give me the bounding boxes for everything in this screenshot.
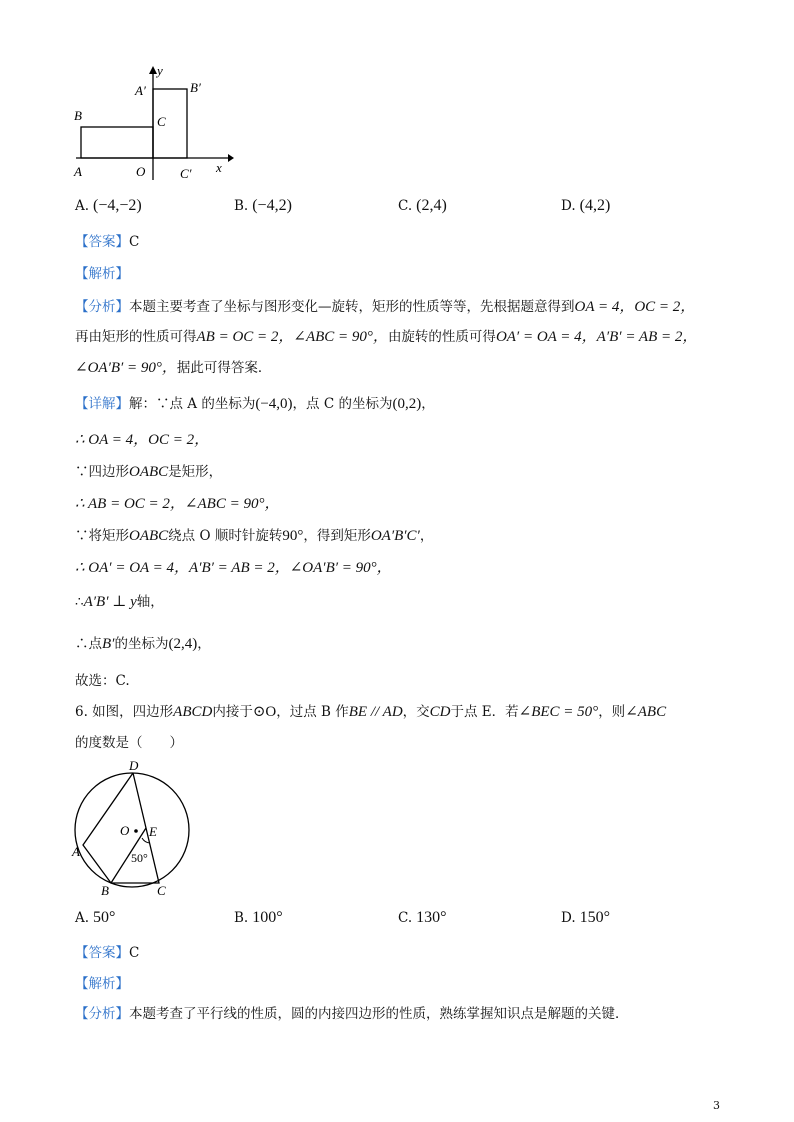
q6-analysis-tag: 【解析】 xyxy=(75,976,129,992)
rotation-figure xyxy=(68,60,238,185)
q6-option-b: B. 100° xyxy=(234,909,283,926)
circle-figure xyxy=(68,758,198,898)
q5-step-6: ∴ OA′ = OA = 4，A′B′ = AB = 2，∠OA′B′ = 90°， xyxy=(75,560,392,576)
q5-analysis-tag: 【解析】 xyxy=(75,266,129,282)
q5-step-2: ∴ OA = 4，OC = 2， xyxy=(75,432,210,448)
label-y: y xyxy=(157,63,163,78)
label-a-prime: A′ xyxy=(135,83,146,98)
fig2-angle-label: 50° xyxy=(131,851,148,865)
fig2-label-e: E xyxy=(149,824,157,839)
label-o: O xyxy=(136,164,146,179)
label-a: A xyxy=(74,164,82,179)
label-c: C xyxy=(157,114,166,129)
q6-stem-line-1: 6. 如图，四边形ABCD内接于⊙O，过点 B 作BE // AD，交CD于点 E．若∠BEC = 50°，则∠ABC xyxy=(75,704,667,720)
q6-option-d: D. 150° xyxy=(561,909,611,926)
q5-option-a: A. (−4,−2) xyxy=(75,197,142,214)
label-x: x xyxy=(216,160,222,175)
q5-step-7: ∴A′B′ ⊥ y轴， xyxy=(75,594,164,610)
fig2-label-c: C xyxy=(157,883,166,898)
q5-option-c: C. (2,4) xyxy=(398,197,447,214)
fig2-label-d: D xyxy=(129,758,139,773)
q5-fenxi-line-1: 【分析】本题主要考查了坐标与图形变化—旋转，矩形的性质等等，先根据题意得到OA = 4，OC = 2， xyxy=(75,299,696,315)
q5-option-b: B. (−4,2) xyxy=(234,197,292,214)
q5-step-3: ∵四边形OABC是矩形， xyxy=(75,464,223,480)
q6-fenxi: 【分析】本题考查了平行线的性质，圆的内接四边形的性质，熟练掌握知识点是解题的关键． xyxy=(75,1006,629,1022)
label-b: B xyxy=(74,108,82,123)
q5-fenxi-line-3: ∠OA′B′ = 90°，据此可得答案． xyxy=(75,360,272,376)
page-number: 3 xyxy=(713,1099,720,1112)
q5-choose: 故选：C. xyxy=(75,673,130,689)
q5-option-d: D. (4,2) xyxy=(561,197,611,214)
q5-step-5: ∵将矩形OABC绕点 O 顺时针旋转90°，得到矩形OA′B′C′， xyxy=(75,528,434,544)
fig2-label-b: B xyxy=(101,883,109,898)
label-b-prime: B′ xyxy=(190,80,201,95)
label-c-prime: C′ xyxy=(180,166,192,181)
q6-stem-line-2: 的度数是（ ） xyxy=(75,735,183,751)
q5-fenxi-line-2: 再由矩形的性质可得AB = OC = 2，∠ABC = 90°，由旋转的性质可得OA′ = OA = 4，A′B′ = AB = 2， xyxy=(75,329,698,345)
q5-step-4: ∴ AB = OC = 2，∠ABC = 90°， xyxy=(75,496,280,512)
q5-detail-line-1: 【详解】解：∵点 A 的坐标为(−4,0)，点 C 的坐标为(0,2)， xyxy=(75,396,435,412)
fig2-label-a: A xyxy=(72,844,80,859)
q6-option-c: C. 130° xyxy=(398,909,447,926)
fig2-label-o: O xyxy=(120,823,130,838)
q6-answer: 【答案】C xyxy=(75,945,140,961)
q5-answer: 【答案】C xyxy=(75,234,140,250)
q6-option-a: A. 50° xyxy=(75,909,116,926)
q5-step-8: ∴点B′的坐标为(2,4)， xyxy=(75,636,211,652)
